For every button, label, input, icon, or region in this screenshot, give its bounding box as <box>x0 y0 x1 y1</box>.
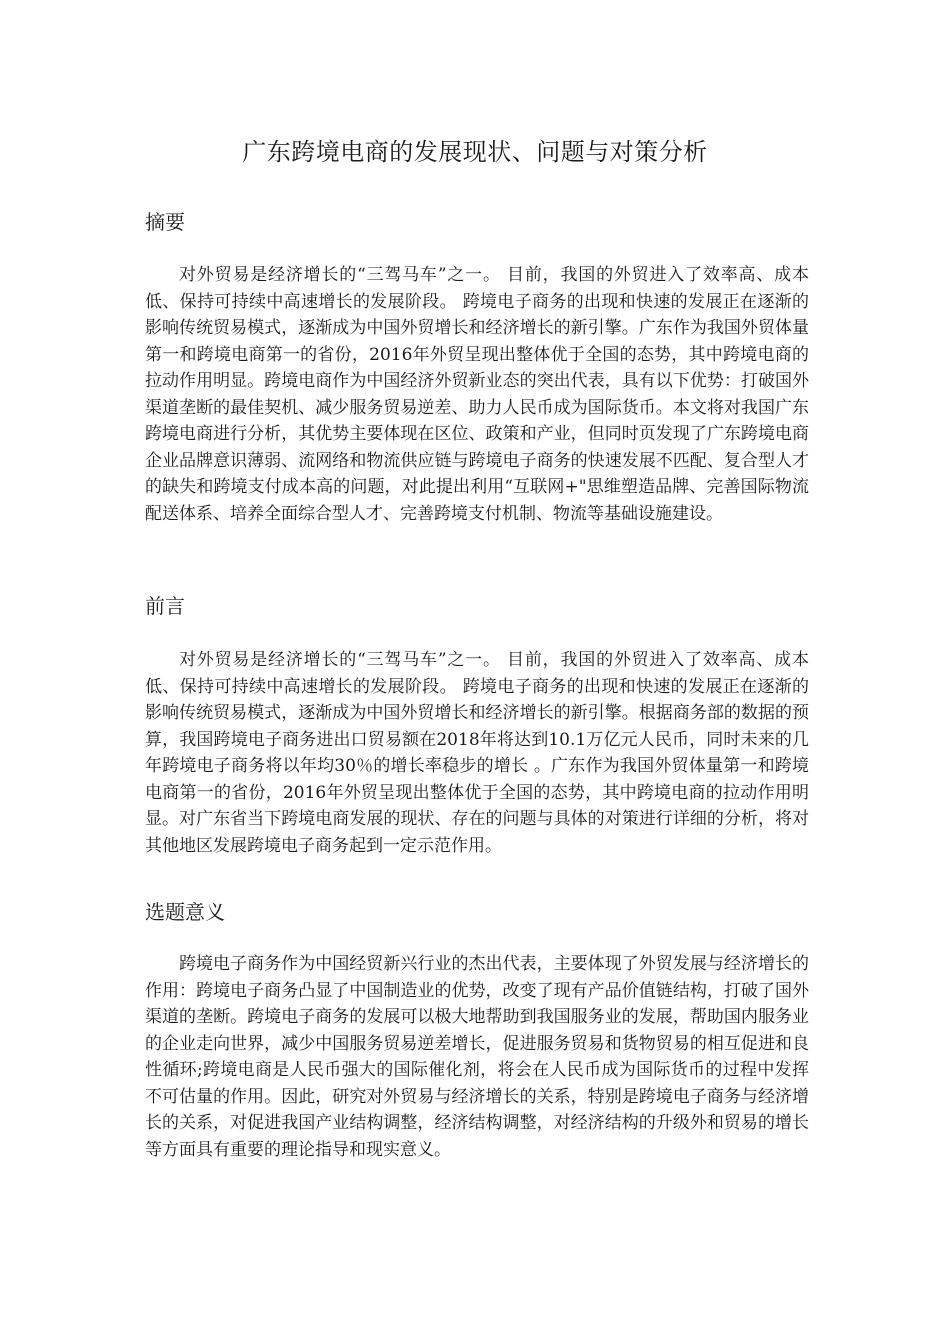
section-body-abstract: 对外贸易是经济增长的“三驾马车”之一。 目前，我国的外贸进入了效率高、成本低、保持可持续中高速增长的发展阶段。 跨境电子商务的出现和快速的发展正在逐渐的影响传统贸易模式，逐渐成为中国外贸增长和经济增长的新引擎。广东作为我国外贸体量第一和跨境电商第一的省份，2016年外贸呈现出整体优于全国的态势，其中跨境电商的拉动作用明显。跨境电商作为中国经济外贸新业态的突出代表，具有以下优势：打破国外渠道垄断的最佳契机、减少服务贸易逆差、助力人民币成为国际货币。本文将对我国广东跨境电商进行分析，其优势主要体现在区位、政策和产业，但同时页发现了广东跨境电商企业品牌意识薄弱、流网络和物流供应链与跨境电子商务的快速发展不匹配、复合型人才的缺失和跨境支付成本高的问题，对此提出利用“互联网+"思维塑造品牌、完善国际物流配送体系、培养全面综合型人才、完善跨境支付机制、物流等基础设施建设。 <box>145 265 809 524</box>
section-heading-significance: 选题意义 <box>145 900 225 924</box>
section-heading-abstract: 摘要 <box>145 210 185 234</box>
document-title: 广东跨境电商的发展现状、问题与对策分析 <box>242 138 708 166</box>
section-heading-preface: 前言 <box>145 594 185 618</box>
section-body-significance: 跨境电子商务作为中国经贸新兴行业的杰出代表，主要体现了外贸发展与经济增长的作用：跨境电子商务凸显了中国制造业的优势，改变了现有产品价值链结构，打破了国外渠道的垄断。跨境电子商务的发展可以极大地帮助到我国服务业的发展，帮助国内服务业的企业走向世界，减少中国服务贸易逆差增长，促进服务贸易和货物贸易的相互促进和良性循环;跨境电商是人民币强大的国际催化剂，将会在人民币成为国际货币的过程中发挥不可估量的作用。因此，研究对外贸易与经济增长的关系，特别是跨境电子商务与经济增长的关系，对促进我国产业结构调整，经济结构调整，对经济结构的升级外和贸易的增长等方面具有重要的理论指导和现实意义。 <box>145 954 809 1160</box>
section-body-preface: 对外贸易是经济增长的“三驾马车”之一。 目前，我国的外贸进入了效率高、成本低、保持可持续中高速增长的发展阶段。 跨境电子商务的出现和快速的发展正在逐渐的影响传统贸易模式，逐渐成为中国外贸增长和经济增长的新引擎。根据商务部的数据的预算，我国跨境电子商务进出口贸易额在2018年将达到10.1万亿元人民币，同时未来的几年跨境电子商务将以年均30％的增长率稳步的增长 。广东作为我国外贸体量第一和跨境电商第一的省份，2016年外贸呈现出整体优于全国的态势，其中跨境电商的拉动作用明显。对广东省当下跨境电商发展的现状、存在的问题与具体的对策进行详细的分析，将对其他地区发展跨境电子商务起到一定示范作用。 <box>145 650 809 856</box>
